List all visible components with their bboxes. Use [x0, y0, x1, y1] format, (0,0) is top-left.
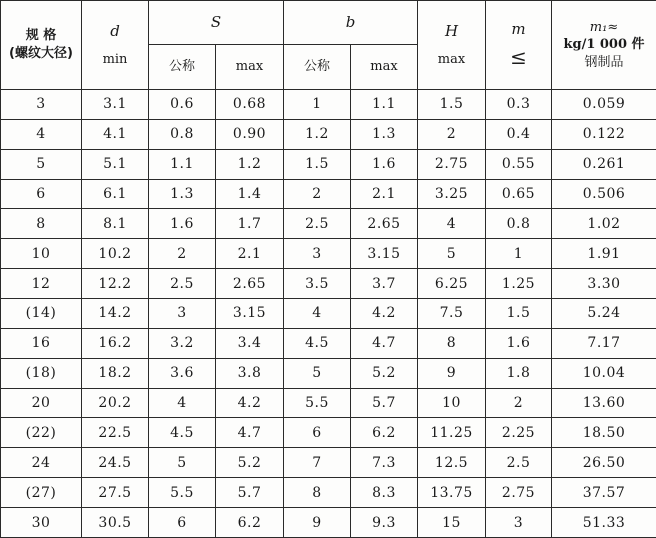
cell-s-max: 1.4 [216, 179, 284, 209]
cell-b-nominal: 2.5 [284, 209, 351, 239]
cell-b-nominal: 9 [284, 508, 351, 538]
cell-mass: 5.24 [552, 299, 656, 329]
cell-m: 1.6 [486, 328, 552, 358]
cell-m: 0.65 [486, 179, 552, 209]
table-row [1, 328, 656, 358]
header-m1 [552, 1, 656, 90]
cell-s-max: 6.2 [216, 508, 284, 538]
table-row [1, 478, 656, 508]
cell-d-min: 4.1 [82, 119, 149, 149]
cell-s-nominal: 1.3 [149, 179, 216, 209]
table-row [1, 90, 656, 120]
cell-s-max: 0.68 [216, 90, 284, 120]
cell-b-max: 1.1 [351, 90, 418, 120]
cell-b-nominal: 4.5 [284, 328, 351, 358]
cell-b-nominal: 3.5 [284, 269, 351, 299]
cell-b-nominal: 1.5 [284, 149, 351, 179]
cell-d-min: 14.2 [82, 299, 149, 329]
cell-m: 0.8 [486, 209, 552, 239]
cell-s-nominal: 2.5 [149, 269, 216, 299]
cell-d-min: 3.1 [82, 90, 149, 120]
cell-b-max: 4.2 [351, 299, 418, 329]
cell-m: 3 [486, 508, 552, 538]
cell-h-max: 1.5 [418, 90, 486, 120]
cell-h-max: 12.5 [418, 448, 486, 478]
header-s-max: max [216, 45, 284, 90]
cell-m: 2 [486, 388, 552, 418]
cell-d-min: 20.2 [82, 388, 149, 418]
cell-spec: 6 [1, 179, 82, 209]
cell-s-max: 3.4 [216, 328, 284, 358]
cell-d-min: 5.1 [82, 149, 149, 179]
header-h [418, 1, 486, 90]
header-h-sub: max [437, 52, 466, 68]
cell-h-max: 10 [418, 388, 486, 418]
table-row [1, 448, 656, 478]
cell-b-max: 1.3 [351, 119, 418, 149]
cell-b-nominal: 5 [284, 358, 351, 388]
cell-b-max: 6.2 [351, 418, 418, 448]
table-row [1, 119, 656, 149]
header-m-symbol: m [511, 20, 526, 39]
table-row [1, 508, 656, 538]
cell-spec: 16 [1, 328, 82, 358]
cell-h-max: 3.25 [418, 179, 486, 209]
cell-spec: 5 [1, 149, 82, 179]
cell-s-max: 1.7 [216, 209, 284, 239]
table-row [1, 209, 656, 239]
header-d-sub: min [102, 52, 128, 68]
cell-d-min: 24.5 [82, 448, 149, 478]
header-m [486, 1, 552, 90]
cell-m: 1.25 [486, 269, 552, 299]
table-row [1, 179, 656, 209]
cell-b-nominal: 5.5 [284, 388, 351, 418]
cell-spec: 8 [1, 209, 82, 239]
table-row [1, 299, 656, 329]
table-row [1, 269, 656, 299]
cell-b-max: 5.2 [351, 358, 418, 388]
cell-h-max: 6.25 [418, 269, 486, 299]
cell-s-max: 1.2 [216, 149, 284, 179]
header-d [82, 1, 149, 90]
cell-h-max: 15 [418, 508, 486, 538]
cell-h-max: 8 [418, 328, 486, 358]
cell-m: 0.55 [486, 149, 552, 179]
cell-s-nominal: 3 [149, 299, 216, 329]
cell-spec: 24 [1, 448, 82, 478]
header-m1-line3: 钢制品 [584, 54, 624, 70]
cell-s-max: 4.2 [216, 388, 284, 418]
cell-s-nominal: 2 [149, 239, 216, 269]
cell-b-max: 3.15 [351, 239, 418, 269]
header-s-nominal: 公称 [149, 45, 216, 90]
table-row [1, 358, 656, 388]
table-header [1, 1, 656, 90]
cell-h-max: 2.75 [418, 149, 486, 179]
header-spec-line2: (螺纹大径) [9, 46, 73, 61]
cell-spec: 30 [1, 508, 82, 538]
cell-s-max: 4.7 [216, 418, 284, 448]
cell-d-min: 27.5 [82, 478, 149, 508]
header-spec-line1: 规 格 [25, 28, 57, 44]
cell-s-nominal: 0.8 [149, 119, 216, 149]
header-d-symbol: d [110, 22, 120, 41]
cell-s-nominal: 1.1 [149, 149, 216, 179]
cell-b-nominal: 3 [284, 239, 351, 269]
cell-b-max: 1.6 [351, 149, 418, 179]
header-s-symbol: S [149, 1, 284, 45]
cell-b-nominal: 1.2 [284, 119, 351, 149]
cell-s-nominal: 5 [149, 448, 216, 478]
table-row [1, 149, 656, 179]
cell-mass: 7.17 [552, 328, 656, 358]
cell-mass: 0.122 [552, 119, 656, 149]
cell-b-max: 5.7 [351, 388, 418, 418]
cell-b-max: 2.1 [351, 179, 418, 209]
cell-b-max: 9.3 [351, 508, 418, 538]
cell-b-max: 7.3 [351, 448, 418, 478]
header-m-sub: ≤ [510, 44, 527, 69]
cell-mass: 1.02 [552, 209, 656, 239]
cell-m: 2.25 [486, 418, 552, 448]
cell-m: 2.75 [486, 478, 552, 508]
cell-b-nominal: 1 [284, 90, 351, 120]
cell-mass: 18.50 [552, 418, 656, 448]
header-spec [1, 1, 82, 90]
cell-spec: (27) [1, 478, 82, 508]
cell-mass: 0.506 [552, 179, 656, 209]
cell-s-max: 5.2 [216, 448, 284, 478]
cell-mass: 10.04 [552, 358, 656, 388]
cell-h-max: 5 [418, 239, 486, 269]
cell-spec: 20 [1, 388, 82, 418]
cell-mass: 1.91 [552, 239, 656, 269]
cell-s-nominal: 3.6 [149, 358, 216, 388]
cell-m: 2.5 [486, 448, 552, 478]
cell-m: 1.8 [486, 358, 552, 388]
cell-d-min: 16.2 [82, 328, 149, 358]
cell-b-max: 4.7 [351, 328, 418, 358]
cell-m: 1 [486, 239, 552, 269]
cell-s-nominal: 1.6 [149, 209, 216, 239]
cell-d-min: 10.2 [82, 239, 149, 269]
header-h-symbol: H [444, 22, 459, 41]
cell-spec: 3 [1, 90, 82, 120]
cell-b-nominal: 2 [284, 179, 351, 209]
table-body [1, 90, 656, 538]
cell-mass: 26.50 [552, 448, 656, 478]
cell-s-nominal: 3.2 [149, 328, 216, 358]
cell-d-min: 30.5 [82, 508, 149, 538]
cell-b-max: 8.3 [351, 478, 418, 508]
cell-d-min: 22.5 [82, 418, 149, 448]
cell-spec: 10 [1, 239, 82, 269]
cell-s-max: 5.7 [216, 478, 284, 508]
cell-h-max: 13.75 [418, 478, 486, 508]
cell-s-max: 0.90 [216, 119, 284, 149]
cell-d-min: 12.2 [82, 269, 149, 299]
cell-b-nominal: 6 [284, 418, 351, 448]
cell-m: 0.4 [486, 119, 552, 149]
cell-mass: 37.57 [552, 478, 656, 508]
cell-h-max: 7.5 [418, 299, 486, 329]
table-row [1, 418, 656, 448]
cell-mass: 0.059 [552, 90, 656, 120]
cell-mass: 0.261 [552, 149, 656, 179]
cell-b-max: 3.7 [351, 269, 418, 299]
cell-h-max: 9 [418, 358, 486, 388]
cell-spec: (18) [1, 358, 82, 388]
cell-b-max: 2.65 [351, 209, 418, 239]
cell-s-nominal: 4 [149, 388, 216, 418]
cell-s-max: 2.65 [216, 269, 284, 299]
table-row [1, 239, 656, 269]
cell-d-min: 8.1 [82, 209, 149, 239]
header-m1-line1: m₁≈ [589, 19, 619, 35]
table-row [1, 388, 656, 418]
cell-d-min: 6.1 [82, 179, 149, 209]
cell-mass: 51.33 [552, 508, 656, 538]
cell-d-min: 18.2 [82, 358, 149, 388]
cell-h-max: 4 [418, 209, 486, 239]
cell-s-nominal: 6 [149, 508, 216, 538]
cell-b-nominal: 4 [284, 299, 351, 329]
cell-s-max: 2.1 [216, 239, 284, 269]
cell-mass: 3.30 [552, 269, 656, 299]
cell-s-nominal: 5.5 [149, 478, 216, 508]
header-b-nominal: 公称 [284, 45, 351, 90]
cell-spec: 4 [1, 119, 82, 149]
cell-s-max: 3.8 [216, 358, 284, 388]
cell-b-nominal: 8 [284, 478, 351, 508]
header-b-max: max [351, 45, 418, 90]
cell-h-max: 2 [418, 119, 486, 149]
cell-h-max: 11.25 [418, 418, 486, 448]
cell-s-nominal: 0.6 [149, 90, 216, 120]
header-b-symbol: b [284, 1, 418, 45]
cell-spec: (22) [1, 418, 82, 448]
cell-m: 1.5 [486, 299, 552, 329]
cell-spec: 12 [1, 269, 82, 299]
cell-b-nominal: 7 [284, 448, 351, 478]
header-m1-line2: kg/1 000 件 [563, 37, 645, 53]
cell-mass: 13.60 [552, 388, 656, 418]
cell-m: 0.3 [486, 90, 552, 120]
cell-spec: (14) [1, 299, 82, 329]
cell-s-nominal: 4.5 [149, 418, 216, 448]
cell-s-max: 3.15 [216, 299, 284, 329]
